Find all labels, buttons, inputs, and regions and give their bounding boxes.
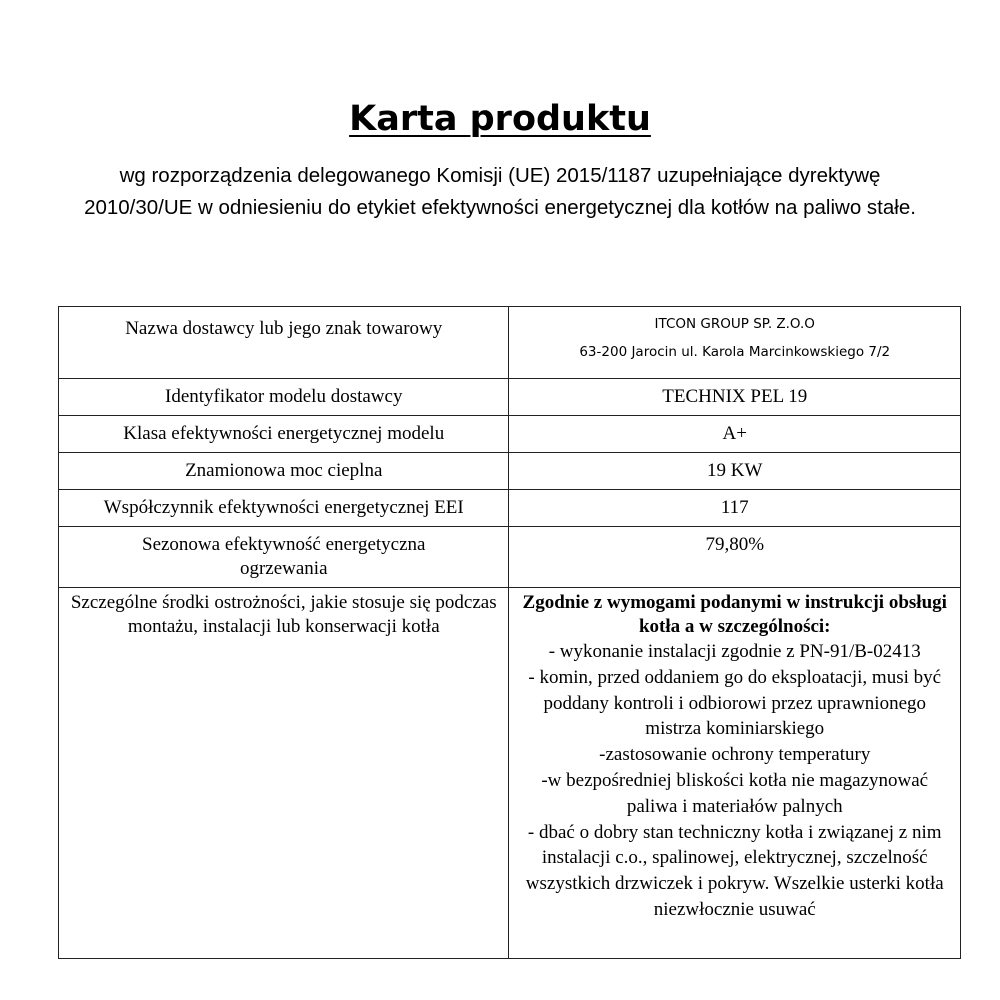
rated-output-label-cell [59, 453, 509, 490]
page-title [0, 93, 1000, 145]
supplier-value-cell [509, 307, 961, 379]
table-row-precautions [59, 588, 961, 959]
efficiency-class-value: A+ [722, 423, 747, 444]
efficiency-class-value-cell [509, 416, 961, 453]
model-id-label: Identyfikator modelu dostawcy [165, 386, 403, 407]
efficiency-class-label: Klasa efektywności energetycznej modelu [123, 423, 445, 444]
rated-output-value-cell [509, 453, 961, 490]
eei-label: Współczynnik efektywności energetycznej EEI [103, 497, 464, 518]
regulation-subtitle: wg rozporządzenia delegowanego Komisji (UE) 2015/1187 uzupełniające dyrektywę 2010/30/UE w odniesieniu do etykiet efektywności energetycznej dla kotłów na paliwo stałe. [84, 164, 916, 219]
seasonal-efficiency-value: 79,80% [705, 534, 765, 555]
table-row-eei [59, 490, 961, 527]
supplier-name: ITCON GROUP SP. Z.O.O [654, 316, 815, 332]
seasonal-efficiency-label: Sezonowa efektywność energetyczna ogrzewania [142, 534, 426, 579]
precautions-label-cell [59, 588, 509, 959]
precautions-item: - dbać o dobry stan techniczny kotła i związanej z nim instalacji c.o., spalinowej, elektrycznej, szczelność wszystkich drzwiczek i pokryw. Wszelkie usterki kotła niezwłocznie usuwać [525, 821, 944, 920]
seasonal-efficiency-label-cell [59, 527, 509, 588]
precautions-item: -zastosowanie ochrony temperatury [599, 744, 871, 766]
supplier-label-cell [59, 307, 509, 379]
precautions-item: -w bezpośredniej bliskości kotła nie magazynować paliwa i materiałów palnych [541, 769, 929, 817]
product-card-table [58, 306, 961, 959]
precautions-heading: Zgodnie z wymogami podanymi w instrukcji obsługi kotła a w szczególności: [522, 592, 947, 637]
precautions-item: - wykonanie instalacji zgodnie z PN-91/B-02413 [548, 641, 921, 662]
table-row-seasonal-efficiency [59, 527, 961, 588]
eei-value: 117 [720, 497, 749, 518]
page-title-text: Karta produktu [349, 99, 651, 139]
model-id-value: TECHNIX PEL 19 [662, 386, 808, 407]
precautions-item: - komin, przed oddaniem go do eksploatacji, musi być poddany kontroli i odbiorowi przez uprawnionego mistrza kominiarskiego [528, 666, 942, 740]
precautions-content [517, 588, 952, 923]
rated-output-label: Znamionowa moc cieplna [185, 460, 383, 481]
seasonal-efficiency-value-cell [509, 527, 961, 588]
precautions-value-cell [509, 588, 961, 959]
supplier-address: 63-200 Jarocin ul. Karola Marcinkowskiego 7/2 [579, 344, 891, 360]
supplier-label: Nazwa dostawcy lub jego znak towarowy [125, 318, 443, 339]
precautions-label: Szczególne środki ostrożności, jakie stosuje się podczas montażu, instalacji lub konserwacji kotła [70, 592, 497, 637]
model-id-label-cell [59, 379, 509, 416]
efficiency-class-label-cell [59, 416, 509, 453]
table-row-efficiency-class [59, 416, 961, 453]
table-row-rated-output [59, 453, 961, 490]
eei-label-cell [59, 490, 509, 527]
model-id-value-cell [509, 379, 961, 416]
rated-output-value: 19 KW [707, 460, 763, 481]
table-row-model-id [59, 379, 961, 416]
eei-value-cell [509, 490, 961, 527]
table-row-supplier [59, 307, 961, 379]
